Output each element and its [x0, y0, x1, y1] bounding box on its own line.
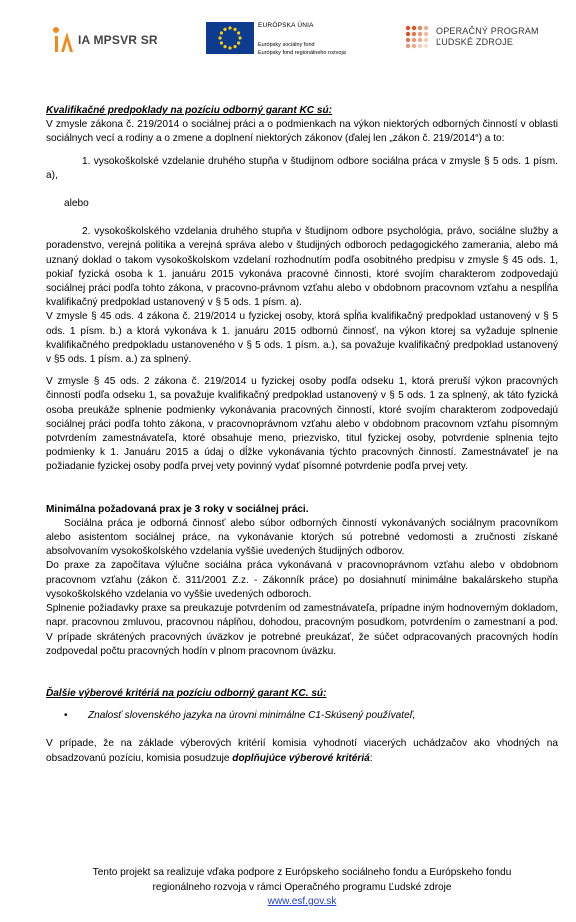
section-1-heading: Kvalifikačné predpoklady na pozíciu odborný garant KC sú:: [46, 105, 333, 116]
bullet-icon: •: [64, 710, 68, 722]
closing-bold: doplňujúce výberové kritériá: [232, 752, 370, 764]
criteria-item-1: Znalosť slovenského jazyka na úrovni minimálne C1-Skúsený používateľ,: [88, 710, 416, 722]
eu-title: EURÓPSKA ÚNIA: [258, 22, 314, 29]
op-ludske-zdroje-logo: [404, 24, 539, 50]
header-logos: [0, 18, 576, 68]
closing-text: V prípade, že na základe výberových kritérií komisia vyhodnotí viacerých uchádzačov ako vhodných na obsadzovanú pozíciu, komisia posudzuje: [46, 738, 558, 764]
list-item: [46, 709, 558, 723]
section-2-para-1: Sociálna práca je odborná činnosť alebo súbor odborných činností vykonávaných sociálnym pracovníkom alebo asistentom sociálnej práce, na vykonávanie ktorých sú potrebné vedomosti a zručnosti získané absolvovaním vysokoškolského vzdelania vyššie uvedených študijných odborov.: [46, 517, 558, 558]
paragraph-ods-4: V zmysle § 45 ods. 4 zákona č. 219/2014 u fyzickej osoby, ktorá spĺňa kvalifikačný predpoklad ustanovený v § 5 ods. 1 písm. b.) a ktorá vykonáva k 1. januáru 2015 odbornú činnosť, na výkon ktorej sa vyžaduje splnenie kvalifikačného predpokladu ustanoveného v § 5 ods. 1 písm. a.), sa považuje kvalifikačný predpoklad ustanovený v §5 ods. 1 písm. a.) za splnený.: [46, 311, 558, 366]
eu-esf-line: Európsky sociálny fond: [258, 42, 315, 48]
ia-logo-icon: [52, 26, 74, 54]
closing-end: :: [369, 752, 373, 764]
op-line-1: OPERAČNÝ PROGRAM: [436, 26, 539, 36]
document-body: [46, 104, 558, 766]
section-2-heading: Minimálna požadovaná prax je 3 roky v sociálnej práci.: [46, 503, 309, 515]
eu-erdf-line: Európsky fond regionálneho rozvoja: [258, 50, 346, 56]
alebo-text: alebo: [64, 198, 89, 210]
ia-mpsvr-logo: [52, 26, 158, 54]
op-line-2: ĽUDSKÉ ZDROJE: [436, 37, 514, 47]
ia-logo-text: IA MPSVR SR: [78, 33, 158, 47]
footer: [46, 866, 558, 910]
qualification-item-1: 1. vysokoškolské vzdelanie druhého stupňa v študijnom odbore sociálna práca v zmysle § 5 ods. 1 písm. a),: [46, 155, 558, 181]
paragraph-ods-2: V zmysle § 45 ods. 2 zákona č. 219/2014 u fyzickej osoby podľa odseku 1, ktorá preruší výkon pracovných činností podľa odseku 1, sa považuje kvalifikačný predpoklad ustanovený v § 5 ods. 1 za splnený, ak táto fyzická osoba preukáže splnenie podmienky vykonávania pracovných činností, ktoré svojím charakterom zodpovedajú sociálnej práci podľa tohto zákona, v pracovnoprávnom vzťahu alebo v obdobnom pracovnom vzťahu písomným potvrdením zamestnávateľa, ktoré obsahuje meno, priezvisko, titul fyzickej osoby, potvrdenie splnenia tejto podmienky k 1. Januáru 2015 a údaj o dĺžke vykonávania týchto pracovných činností. Zamestnávateľ je na požiadanie fyzickej osoby podľa prvej vety povinný vydať písomné potvrdenie podľa prvej vety.: [46, 376, 558, 473]
op-dots-icon: [404, 24, 430, 50]
section-3-heading: Ďalšie výberové kritériá na pozíciu odborný garant KC. sú:: [46, 687, 327, 699]
eu-flag-icon: [206, 22, 254, 54]
section-2-para-3: Splnenie požiadavky praxe sa preukazuje potvrdením od zamestnávateľa, prípadne iným hodnoverným dokladom, napr. pracovnou zmluvou, pracovnou náplňou, dohodou, pracovným posudkom, potvrdením o zamestnaní a pod. V prípade skrátených pracovných úväzkov je potrebné preukázať, že súčet odpracovaných pracovných hodín zodpovedal počtu pracovných hodín v plnom pracovnom úväzku.: [46, 603, 558, 657]
footer-line-1: Tento projekt sa realizuje vďaka podpore z Európskeho sociálneho fondu a Európskeho fondu: [92, 867, 512, 878]
eu-logo: [206, 22, 346, 57]
section-2-para-2: Do praxe za započítava výlučne sociálna práca vykonávaná v pracovnoprávnom vzťahu alebo v obdobnom pracovnom vzťahu (zákon č. 311/2001 Z.z. - Zákonník práce) po dosiahnutí minimálne bakalárskeho stupňa vysokoškolského vzdelania vo vyššie uvedených odboroch.: [46, 560, 558, 600]
closing-paragraph: [46, 737, 558, 765]
section-1-intro: V zmysle zákona č. 219/2014 o sociálnej práci a o podmienkach na výkon niektorých odborných činností v oblasti sociálnych vecí a rodiny a o zmene a doplnení niektorých zákonov (ďalej len „zákon č. 219/2014“) a to:: [46, 119, 558, 145]
qualification-item-2: 2. vysokoškolského vzdelania druhého stupňa v študijnom odbore psychológia, právo, sociálne služby a poradenstvo, verejná politika a verejná správa alebo v študijných odboroch pedagogického zamerania, alebo má uznaný doklad o takom vysokoškolskom vzdelaní rozhodnutím podľa osobitného predpisu v zmysle § 45 ods. 1, pokiaľ fyzická osoba k 1. januáru 2015 vykonáva pracovné činnosti, ktoré svojím charakterom zodpovedajú sociálnej práci podľa tohto zákona, v pracovno-právnom vzťahu alebo v obdobnom pracovnom vzťahu a nesplĺňa kvalifikačný predpoklad ustanovený v § 5 ods. 1 písm. a).: [46, 226, 558, 309]
esf-link[interactable]: www.esf.gov.sk: [267, 896, 337, 907]
footer-line-2: regionálneho rozvoja v rámci Operačného programu Ľudské zdroje: [152, 881, 452, 893]
